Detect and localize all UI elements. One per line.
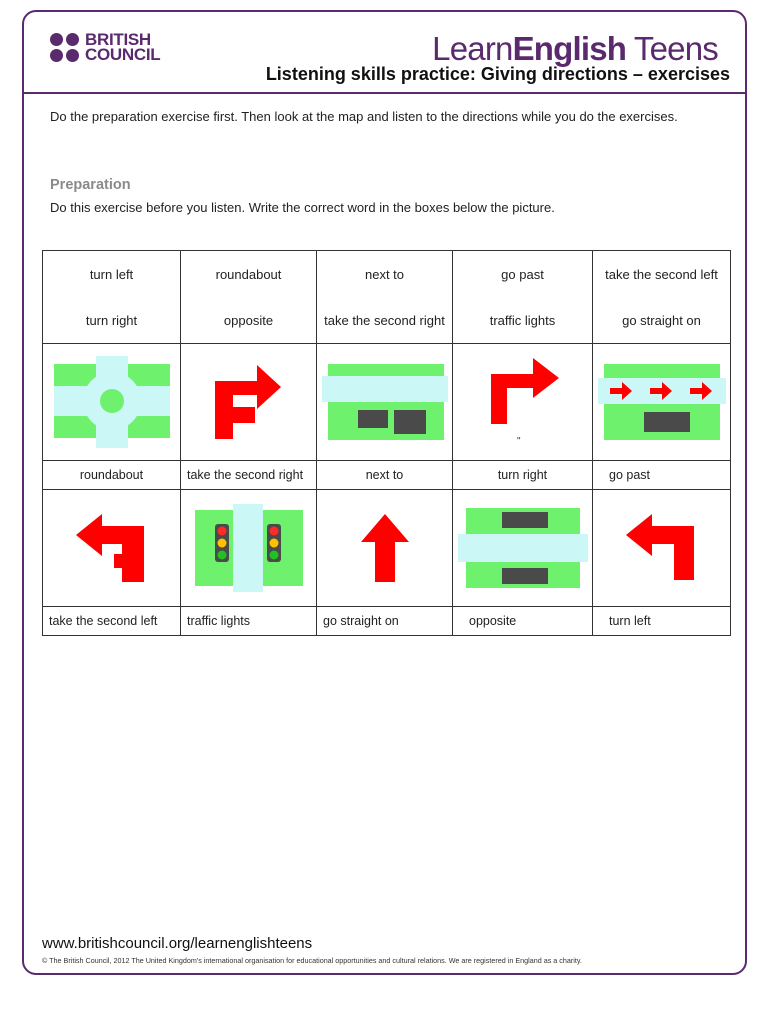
page-title: Listening skills practice: Giving directions – exercises — [265, 64, 730, 84]
second-left-arrow-icon — [72, 510, 152, 586]
go-past-arrows-icon — [598, 362, 726, 442]
british-council-logo — [50, 32, 160, 62]
word-bank-item: take the second right — [324, 312, 445, 328]
picture-cell — [181, 490, 317, 607]
roundabout-icon — [52, 354, 172, 450]
straight-on-arrow-icon — [355, 512, 415, 584]
answer-cell[interactable]: opposite — [453, 607, 593, 636]
picture-cell — [181, 344, 317, 461]
second-right-arrow-icon — [209, 361, 289, 443]
answer-cell[interactable]: take the second left — [43, 607, 181, 636]
preparation-heading: Preparation — [50, 177, 131, 193]
word-bank-row — [43, 251, 731, 344]
word-bank-cell — [317, 251, 453, 344]
opposite-buildings-icon — [456, 506, 590, 590]
word-bank-cell — [181, 251, 317, 344]
preparation-table — [42, 250, 731, 636]
picture-cell — [43, 490, 181, 607]
answer-row — [43, 607, 731, 636]
next-to-buildings-icon — [320, 360, 450, 444]
logo-teens: Teens — [626, 30, 718, 67]
word-bank-cell — [593, 251, 731, 344]
word-bank-cell — [43, 251, 181, 344]
answer-cell[interactable]: roundabout — [43, 461, 181, 490]
picture-cell — [317, 490, 453, 607]
bc-logo-line-1: BRITISH — [85, 30, 151, 49]
word-bank-item: opposite — [223, 312, 274, 328]
answer-cell[interactable]: next to — [317, 461, 453, 490]
word-bank-item: traffic lights — [489, 312, 556, 328]
word-bank-item: next to — [364, 266, 405, 282]
turn-left-arrow-icon — [622, 512, 702, 584]
bc-logo-line-2: COUNCIL — [85, 45, 161, 64]
picture-cell — [593, 344, 731, 461]
answer-row — [43, 461, 731, 490]
turn-right-arrow-icon — [483, 354, 563, 450]
picture-cell — [43, 344, 181, 461]
preparation-instruction: Do this exercise before you listen. Write the correct word in the boxes below the picture. — [50, 200, 555, 215]
word-bank-item: turn left — [89, 266, 134, 282]
picture-row — [43, 490, 731, 607]
answer-cell[interactable]: take the second right — [181, 461, 317, 490]
british-council-dots-icon — [50, 33, 79, 62]
answer-cell[interactable]: go straight on — [317, 607, 453, 636]
word-bank-cell — [453, 251, 593, 344]
stray-mark: " — [516, 436, 521, 447]
word-bank-item: go straight on — [622, 312, 701, 328]
picture-row — [43, 344, 731, 461]
picture-cell — [453, 344, 593, 461]
word-bank-item: roundabout — [215, 266, 282, 282]
word-bank-item: go past — [501, 266, 544, 282]
footer-copyright: © The British Council, 2012 The United Kingdom's international organisation for educational opportunities and cultural relations. We are registered in England as a charity. — [42, 956, 582, 965]
intro-text: Do the preparation exercise first. Then look at the map and listen to the directions while you do the exercises. — [50, 109, 678, 124]
picture-cell — [453, 490, 593, 607]
word-bank-item: take the second left — [605, 266, 718, 282]
answer-cell[interactable]: turn right — [453, 461, 593, 490]
word-bank-item: turn right — [85, 312, 138, 328]
traffic-lights-icon — [193, 504, 305, 592]
picture-cell — [593, 490, 731, 607]
logo-learn: Learn — [432, 30, 513, 67]
picture-cell — [317, 344, 453, 461]
answer-cell[interactable]: go past — [593, 461, 731, 490]
logo-english: English — [512, 30, 627, 67]
answer-cell[interactable]: traffic lights — [181, 607, 317, 636]
footer-url[interactable]: www.britishcouncil.org/learnenglishteens — [42, 935, 313, 952]
header-divider — [22, 92, 747, 94]
answer-cell[interactable]: turn left — [593, 607, 731, 636]
learnenglish-teens-logo — [432, 30, 718, 68]
